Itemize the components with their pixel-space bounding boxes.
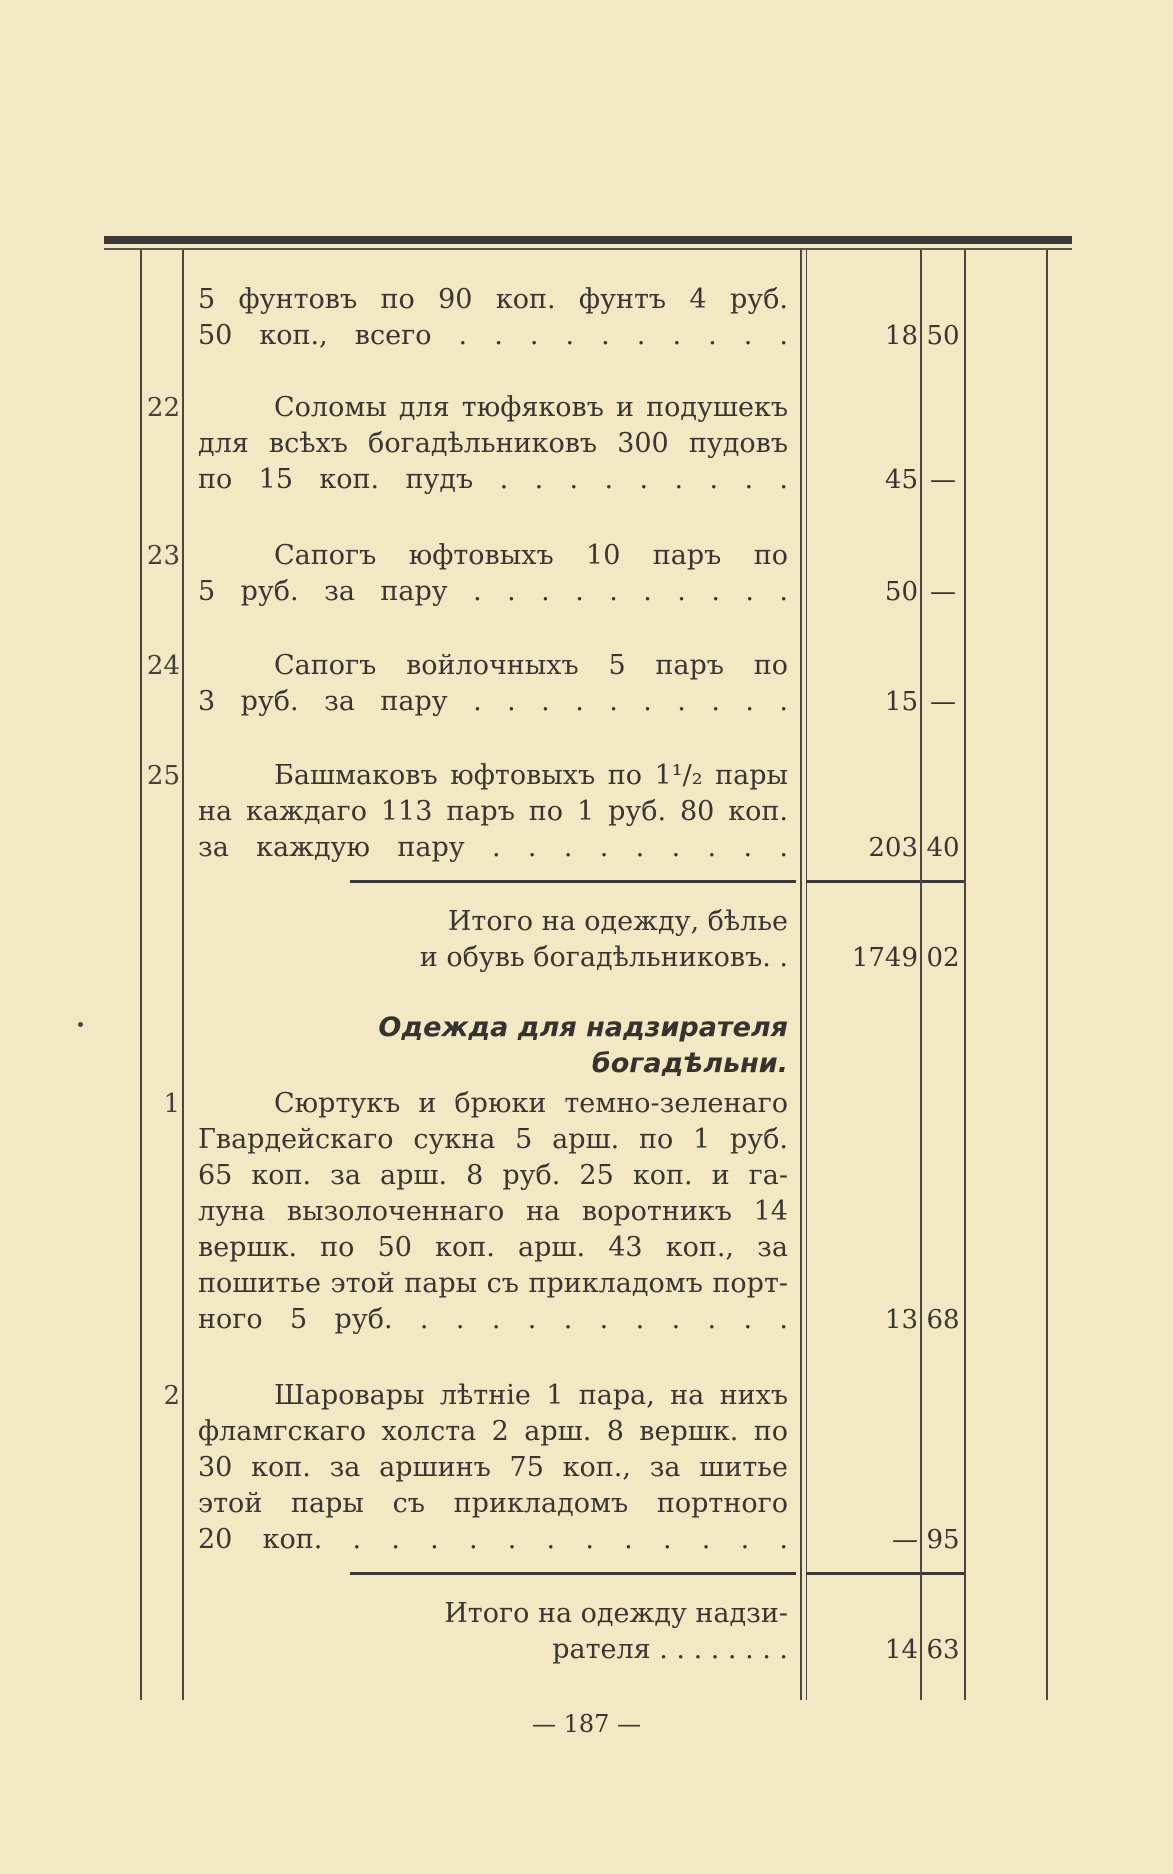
total-2-rub: 14	[884, 1635, 918, 1665]
row-number: 1	[163, 1089, 180, 1119]
rub-value: 15	[884, 687, 918, 717]
total-line: рателя . . . . . . . .	[552, 1634, 788, 1665]
desc-line: Сюртукъ и брюки темно-зеленаго	[274, 1088, 788, 1119]
desc-line: на каждаго 113 паръ по 1 руб. 80 коп.	[198, 796, 788, 827]
row-number: 24	[146, 651, 180, 681]
total-1-kop: 02	[926, 943, 960, 973]
desc-line: 5 руб. за пару . . . . . . . . . .	[198, 576, 788, 607]
kop-value: 50	[926, 321, 960, 351]
total-1-desc	[198, 904, 788, 976]
desc-line: Сапогъ юфтовыхъ 10 паръ по	[274, 540, 788, 571]
desc-line: Башмаковъ юфтовыхъ по 1¹/₂ пары	[274, 760, 788, 791]
kop-value: —	[930, 687, 956, 717]
top-rule	[104, 236, 1072, 244]
right-border	[1046, 250, 1048, 1700]
desc-line: 3 руб. за пару . . . . . . . . . .	[198, 686, 788, 717]
total-line: Итого на одежду, бѣлье	[447, 906, 788, 937]
desc-line: Гвардейскаго сукна 5 арш. по 1 руб.	[198, 1124, 788, 1155]
total-2-kop: 63	[926, 1635, 960, 1665]
desc-line: 50 коп., всего . . . . . . . . . .	[198, 320, 788, 351]
desc-line: этой пары съ прикладомъ портного	[198, 1488, 788, 1519]
section-title: Одежда для надзирателя богадѣльни.	[378, 1012, 788, 1079]
top-rule-thin	[104, 248, 1072, 250]
margin-mark	[78, 1022, 83, 1027]
subtotal-rule-rub	[806, 880, 920, 883]
desc-line: 20 коп. . . . . . . . . . . . .	[198, 1524, 788, 1555]
kop-value: —	[930, 465, 956, 495]
subtotal-rule-kop	[922, 880, 964, 883]
kop-value: —	[930, 577, 956, 607]
desc-line: за каждую пару . . . . . . . . .	[198, 832, 788, 863]
desc-line: луна вызолоченнаго на воротникъ 14	[198, 1196, 788, 1227]
subtotal-rule	[350, 1572, 796, 1575]
desc-line: 65 коп. за арш. 8 руб. 25 коп. и га-	[198, 1160, 788, 1191]
rub-value: 203	[868, 833, 918, 863]
kop-value: 68	[926, 1305, 960, 1335]
row-23-desc	[198, 538, 788, 610]
row-1-desc	[198, 1086, 788, 1338]
row-25-desc	[198, 758, 788, 866]
num-column-rule	[182, 250, 184, 1700]
row-number: 23	[146, 541, 180, 571]
total-1-rub: 1749	[851, 943, 918, 973]
subtotal-rule-kop	[922, 1572, 964, 1575]
desc-line: фламгскаго холста 2 арш. 8 вершк. по	[198, 1416, 788, 1447]
desc-line: 5 фунтовъ по 90 коп. фунтъ 4 руб.	[198, 284, 788, 315]
row-2-desc	[198, 1378, 788, 1558]
kop-value: 95	[926, 1525, 960, 1555]
rub-value: 45	[884, 465, 918, 495]
desc-line: 30 коп. за аршинъ 75 коп., за шитье	[198, 1452, 788, 1483]
page-number: — 187 —	[531, 1710, 642, 1738]
left-border	[140, 250, 142, 1700]
row-continuation-desc	[198, 282, 788, 354]
kop-column-rule-right	[964, 250, 966, 1700]
rub-value: —	[892, 1525, 918, 1555]
desc-line: Шаровары лѣтніе 1 пара, на нихъ	[274, 1380, 788, 1411]
desc-line: вершк. по 50 коп. арш. 43 коп., за	[198, 1232, 788, 1263]
subtotal-rule-rub	[806, 1572, 920, 1575]
total-line: Итого на одежду надзи-	[444, 1598, 788, 1629]
kop-value: 40	[926, 833, 960, 863]
row-number: 2	[163, 1381, 180, 1411]
rub-column-rule-left	[800, 250, 802, 1700]
row-22-desc	[198, 390, 788, 498]
subtotal-rule	[350, 880, 796, 883]
desc-line: по 15 коп. пудъ . . . . . . . . .	[198, 464, 788, 495]
desc-line: Сапогъ войлочныхъ 5 паръ по	[274, 650, 788, 681]
rub-value: 50	[884, 577, 918, 607]
row-number: 22	[146, 393, 180, 423]
rub-value: 18	[884, 321, 918, 351]
rub-value: 13	[884, 1305, 918, 1335]
row-24-desc	[198, 648, 788, 720]
desc-line: пошитье этой пары съ прикладомъ порт-	[198, 1268, 788, 1299]
desc-line: ного 5 руб. . . . . . . . . . . .	[198, 1304, 788, 1335]
total-line: и обувь богадѣльниковъ. .	[419, 942, 788, 973]
desc-line: Соломы для тюфяковъ и подушекъ	[274, 392, 788, 423]
desc-line: для всѣхъ богадѣльниковъ 300 пудовъ	[198, 428, 788, 459]
row-number: 25	[146, 761, 180, 791]
total-2-desc	[198, 1596, 788, 1668]
